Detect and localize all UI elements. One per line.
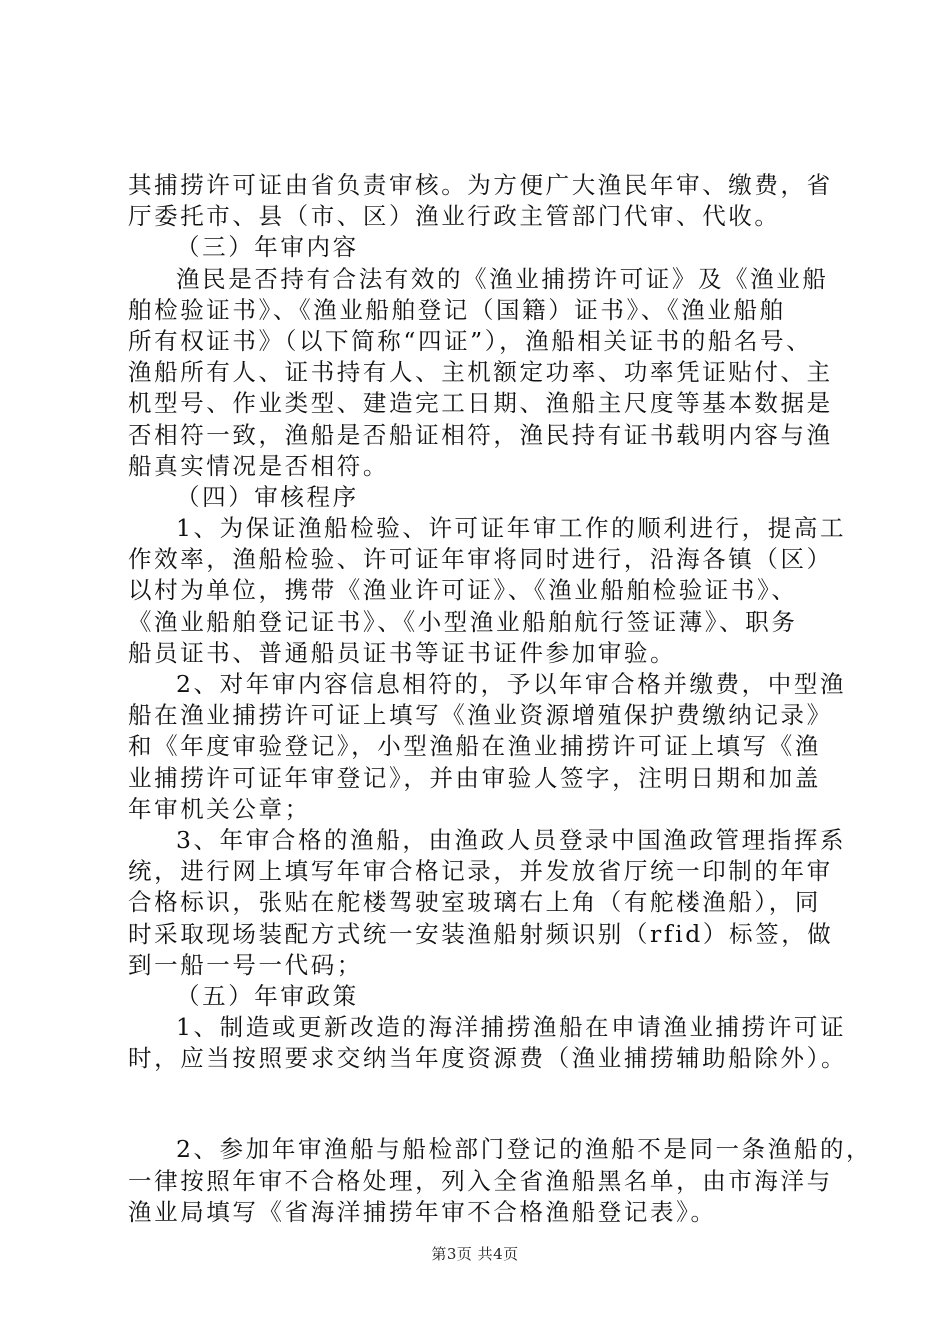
text-line: 其捕捞许可证由省负责审核。为方便广大渔民年审、缴费，省 [128, 171, 833, 199]
page-number-footer: 第3页 共4页 [431, 1245, 519, 1263]
text-line: 业捕捞许可证年审登记》，并由审验人签字，注明日期和加盖 [128, 763, 821, 792]
text-line: 2、对年审内容信息相符的，予以年审合格并缴费，中型渔 [176, 670, 847, 698]
document-body [128, 170, 873, 1228]
text-line: 厅委托市、县（市、区）渔业行政主管部门代审、代收。 [128, 202, 781, 231]
text-line: 舶检验证书》、《渔业船舶登记（国籍）证书》、《渔业船舶 [128, 295, 786, 324]
text-line: 1、为保证渔船检验、许可证年审工作的顺利进行，提高工 [176, 514, 847, 543]
text-line: 合格标识，张贴在舵楼驾驶室玻璃右上角（有舵楼渔船），同 [128, 888, 821, 917]
text-line: 渔民是否持有合法有效的《渔业捕捞许可证》及《渔业船 [176, 264, 829, 293]
text-line: 统，进行网上填写年审合格记录，并发放省厅统一印制的年审 [128, 857, 833, 886]
text-line: 作效率，渔船检验、许可证年审将同时进行，沿海各镇（区） [128, 545, 833, 574]
text-line: 年审机关公章； [128, 794, 311, 823]
text-line: 一律按照年审不合格处理，列入全省渔船黑名单，由市海洋与 [128, 1166, 833, 1195]
text-line: 时采取现场装配方式统一安装渔船射频识别（rfid）标签，做 [128, 919, 834, 948]
paragraph-block [128, 170, 848, 1074]
text-line: 机型号、作业类型、建造完工日期、渔船主尺度等基本数据是 [128, 389, 833, 418]
text-line: 渔业局填写《省海洋捕捞年审不合格渔船登记表》。 [128, 1197, 717, 1226]
text-line: 船在渔业捕捞许可证上填写《渔业资源增殖保护费缴纳记录》 [128, 701, 833, 730]
text-line: 否相符一致，渔船是否船证相符，渔民持有证书载明内容与渔 [128, 420, 833, 449]
text-line: 船真实情况是否相符。 [128, 451, 389, 480]
text-line: 渔船所有人、证书持有人、主机额定功率、功率凭证贴付、主 [128, 358, 833, 387]
text-line: 3、年审合格的渔船，由渔政人员登录中国渔政管理指挥系 [176, 825, 847, 854]
text-line: 所有权证书》（以下简称“四证”），渔船相关证书的船名号、 [128, 326, 813, 355]
text-line: （三）年审内容 [176, 233, 359, 262]
text-line: （五）年审政策 [176, 981, 359, 1010]
text-line: 和《年度审验登记》，小型渔船在渔业捕捞许可证上填写《渔 [128, 732, 821, 761]
paragraph-block-final [128, 1134, 873, 1228]
text-line: 到一船一号一代码； [128, 950, 363, 979]
text-line: 2、参加年审渔船与船检部门登记的渔船不是同一条渔船的， [176, 1135, 873, 1164]
paragraph-gap [128, 1074, 848, 1134]
text-line: 1、制造或更新改造的海洋捕捞渔船在申请渔业捕捞许可证 [176, 1013, 847, 1042]
text-line: 《渔业船舶登记证书》、《小型渔业船舶航行签证薄》、职务 [128, 607, 798, 636]
text-line: 时，应当按照要求交纳当年度资源费（渔业捕捞辅助船除外）。 [128, 1044, 848, 1073]
text-line: 船员证书、普通船员证书等证书证件参加审验。 [128, 638, 677, 667]
text-line: （四）审核程序 [176, 482, 359, 511]
text-line: 以村为单位，携带《渔业许可证》、《渔业船舶检验证书》、 [128, 576, 798, 605]
